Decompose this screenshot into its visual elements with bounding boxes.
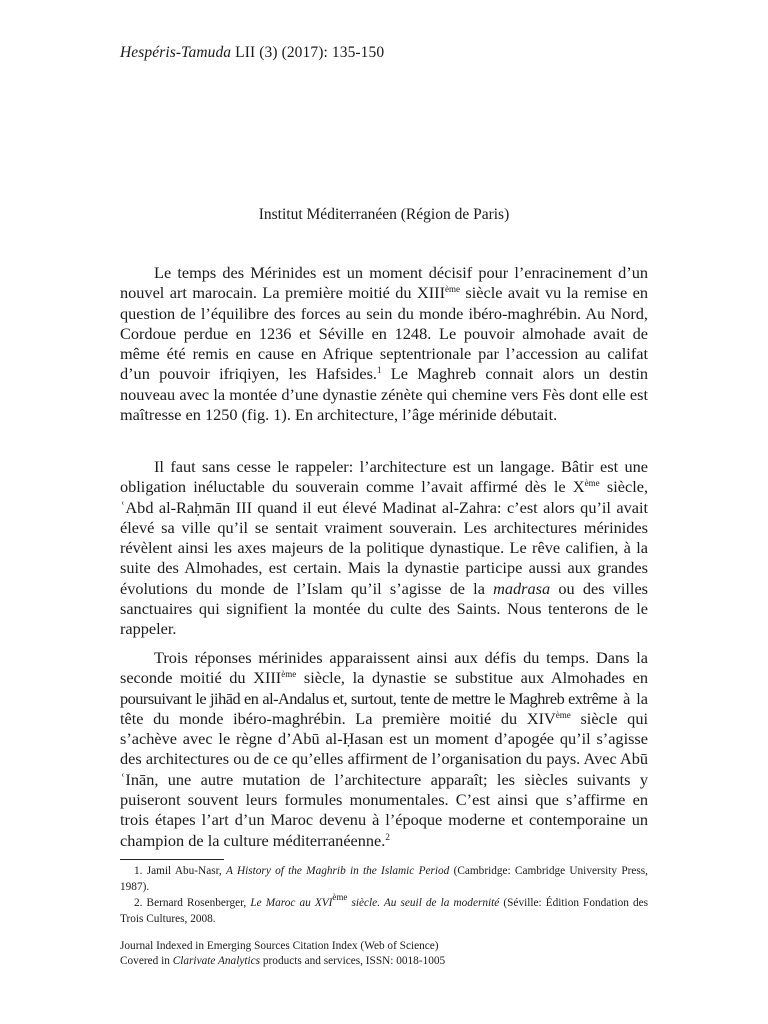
body-paragraph-3 — [120, 648, 648, 851]
p1-text-c: Le Maghreb connait alors un destin nouveau avec la montée d’une dynastie zénète qui chemine vers Fès dont elle est maîtresse en 1250 (fig. 1). En architecture, l’âge mérinide débutait. — [120, 364, 649, 425]
p3-text-a: Trois réponses mérinides apparaissent ainsi aux défis du temps. Dans la seconde moitié du XIII — [120, 648, 648, 688]
journal-citation: LII (3) (2017): 135-150 — [235, 44, 385, 61]
p3-text-d: siècle qui s’achève avec le règne d’Abū al-Ḥasan est un moment d’apogée qu’il s’agisse des architectures ou de ce qu’elles affirment de l’organisation du pays. Avec Abū ʿInān, une autre mutation de l’architecture apparaît; les siècles suivants y puiseront souvent leurs formules monumentales. C’est ainsi que s’affirme en trois étapes l’art d’un Maroc devenu à l’époque moderne et contemporaine un champion de la culture méditerranéenne. — [120, 708, 648, 850]
p2-text-a: Il faut sans cesse le rappeler: l’architecture est un langage. Bâtir est une obligation inéluctable du souverain comme l’avait affirmé dès le X — [120, 457, 648, 497]
fn1-text-a: 1. Jamil Abu-Nasr, — [134, 865, 226, 877]
footnote-divider — [120, 859, 224, 860]
footer-line2-a: Covered in — [120, 955, 173, 967]
footer-index-line: Journal Indexed in Emerging Sources Citation Index (Web of Science) — [120, 940, 439, 952]
footer-line2-b: products and services, ISSN: 0018-1005 — [260, 955, 446, 967]
p1-superscript: ème — [445, 284, 460, 295]
fn2-superscript: ème — [332, 892, 348, 902]
fn2-title-a: Le Maroc au XVI — [250, 897, 333, 909]
fn1-title: A History of the Maghrib in the Islamic Period — [226, 865, 450, 877]
body-paragraph-2 — [120, 457, 648, 640]
p2-italic-term: madrasa — [493, 578, 551, 598]
p2-superscript: ème — [584, 478, 600, 489]
p3-text-c: à la tête du monde ibéro-maghrébin. La première moitié du XIV — [120, 688, 648, 728]
footnote-1 — [120, 863, 648, 895]
footnotes — [120, 863, 648, 927]
p2-text-c: ou des villes sanctuaires qui signifient la montée du culte des Saints. Nous tenterons de le rappeler. — [120, 578, 648, 639]
page-footer — [120, 939, 445, 969]
running-header — [120, 44, 384, 62]
p3-superscript-1: ème — [281, 669, 297, 680]
fn1-text-b: (Cambridge: Cambridge University Press, 1987). — [120, 865, 648, 893]
footnote-2 — [120, 892, 649, 927]
fn2-title-b: siècle. Au seuil de la modernité — [347, 897, 500, 909]
footer-line2-italic: Clarivate Analytics — [172, 955, 261, 967]
footnote-ref-1: 1 — [376, 365, 382, 376]
p2-text-b: siècle, ʿAbd al-Raḥmān III quand il eut élevé Madinat al-Zahra: c’est alors qu’il avait élevé sa ville qu’il se sentait vraiment souverain. Les architectures mérinides révèlent ainsi les axes majeurs de la politique dynastique. Le rêve califien, à la suite des Almohades, est certain. Mais la dynastie participe aussi aux grandes évolutions du monde de l’Islam qu’il s’agisse de la — [120, 477, 649, 598]
p1-text-b: siècle avait vu la remise en question de l’équilibre des forces au sein du monde ibéro-maghrébin. Au Nord, Cordoue perdue en 1236 et Séville en 1248. Le pouvoir almohade avait de même été remis en cause en Afrique septentrionale par l’accession au califat d’un pouvoir ifriqiyen, les Hafsides. — [120, 283, 649, 384]
footnote-ref-2: 2 — [385, 831, 390, 842]
body-paragraph-1 — [120, 263, 648, 425]
author-affiliation: Institut Méditerranéen (Région de Paris) — [258, 206, 510, 223]
fn2-text-a: 2. Bernard Rosenberger, — [134, 897, 251, 909]
p1-text-a: Le temps des Mérinides est un moment décisif pour l’enracinement d’un nouvel art marocain. La première moitié du XIII — [120, 263, 648, 303]
journal-name: Hespéris-Tamuda — [120, 44, 232, 61]
p3-superscript-2: ème — [555, 709, 571, 720]
footer-issn-line — [120, 954, 445, 969]
p3-text-b: siècle, la dynastie se substitue aux Almohades en — [296, 668, 648, 688]
p3-text-tight: poursuivant le jihād en al-Andalus et, surtout, tente de mettre le Maghreb extrême — [120, 688, 618, 708]
fn2-text-b: (Séville: Édition Fondation des Trois Cultures, 2008. — [120, 897, 649, 925]
